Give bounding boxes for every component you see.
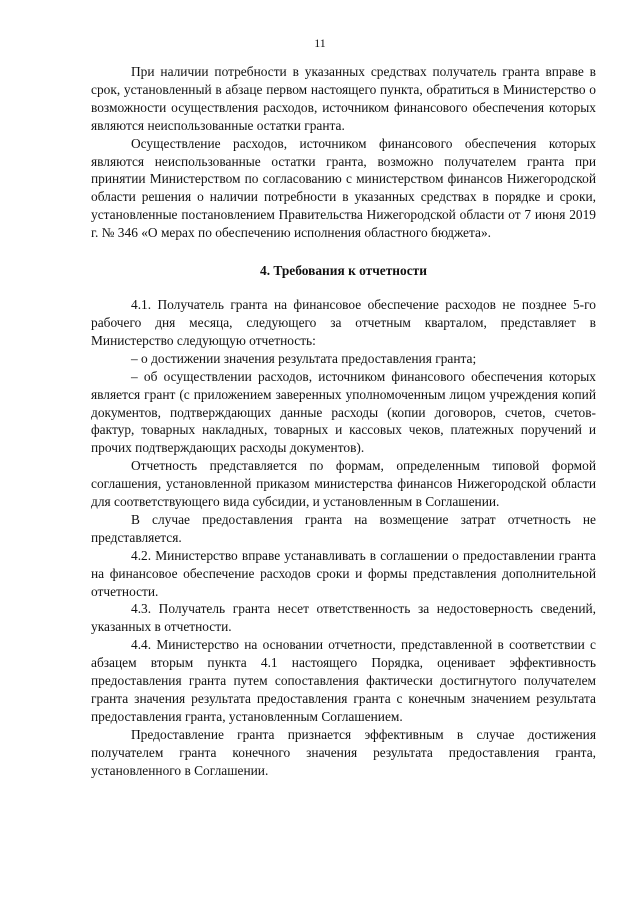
paragraph: Отчетность представляется по формам, определенным типовой формой соглашения, установленной приказом министерства финансов Нижегородской области для соответствующего вида субсидии, и установленным в Соглашении. <box>91 458 596 510</box>
paragraph: При наличии потребности в указанных средствах получатель гранта вправе в срок, установленный в абзаце первом настоящего пункта, обратиться в Министерство о возможности осуществления расходов, источником финансового обеспечения которых являются неиспользованные остатки гранта. <box>91 64 596 133</box>
paragraph: 4.1. Получатель гранта на финансовое обеспечение расходов не позднее 5-го рабочего дня месяца, следующего за отчетным кварталом, представляет в Министерство следующую отчетность: <box>91 297 596 348</box>
paragraph: 4.4. Министерство на основании отчетности, представленной в соответствии с абзацем вторым пункта 4.1 настоящего Порядка, оценивает эффективность предоставления гранта путем сопоставления фактически достигнутого получателем гранта значения результата предоставления гранта с конечным значением результата предоставления гранта, установленным Соглашением. <box>91 637 596 724</box>
paragraph: Предоставление гранта признается эффективным в случае достижения получателем гранта конечного значения результата предоставления гранта, установленного в Соглашении. <box>91 726 596 778</box>
list-item: – об осуществлении расходов, источником финансового обеспечения которых является грант (с приложением заверенных уполномоченным лицом учреждения копий документов, подтверждающих данные расходы (копии договоров, счетов, счетов-фактур, товарных накладных, товарных и кассовых чеков, платежных поручений и прочих подтверждающих расходы документов). <box>91 368 596 456</box>
document-body <box>91 63 596 780</box>
paragraph: Осуществление расходов, источником финансового обеспечения которых являются неиспользованные остатки гранта, возможно получателем гранта при принятии Министерством по согласованию с министерством финансов Нижегородской области решения о наличии потребности в указанных средствах в порядке и сроки, установленные постановлением Правительства Нижегородской области от 7 июня 2019 г. № 346 «О мерах по обеспечению исполнения областного бюджета». <box>91 135 596 241</box>
section-heading: 4. Требования к отчетности <box>260 263 427 279</box>
page-number: 11 <box>314 36 326 50</box>
paragraph: 4.2. Министерство вправе устанавливать в соглашении о предоставлении гранта на финансовое обеспечение расходов сроки и формы представления дополнительной отчетности. <box>91 547 596 599</box>
paragraph: В случае предоставления гранта на возмещение затрат отчетность не представляется. <box>91 511 596 545</box>
paragraph: 4.3. Получатель гранта несет ответственность за недостоверность сведений, указанных в отчетности. <box>91 601 596 635</box>
list-item: – о достижении значения результата предоставления гранта; <box>131 350 477 366</box>
